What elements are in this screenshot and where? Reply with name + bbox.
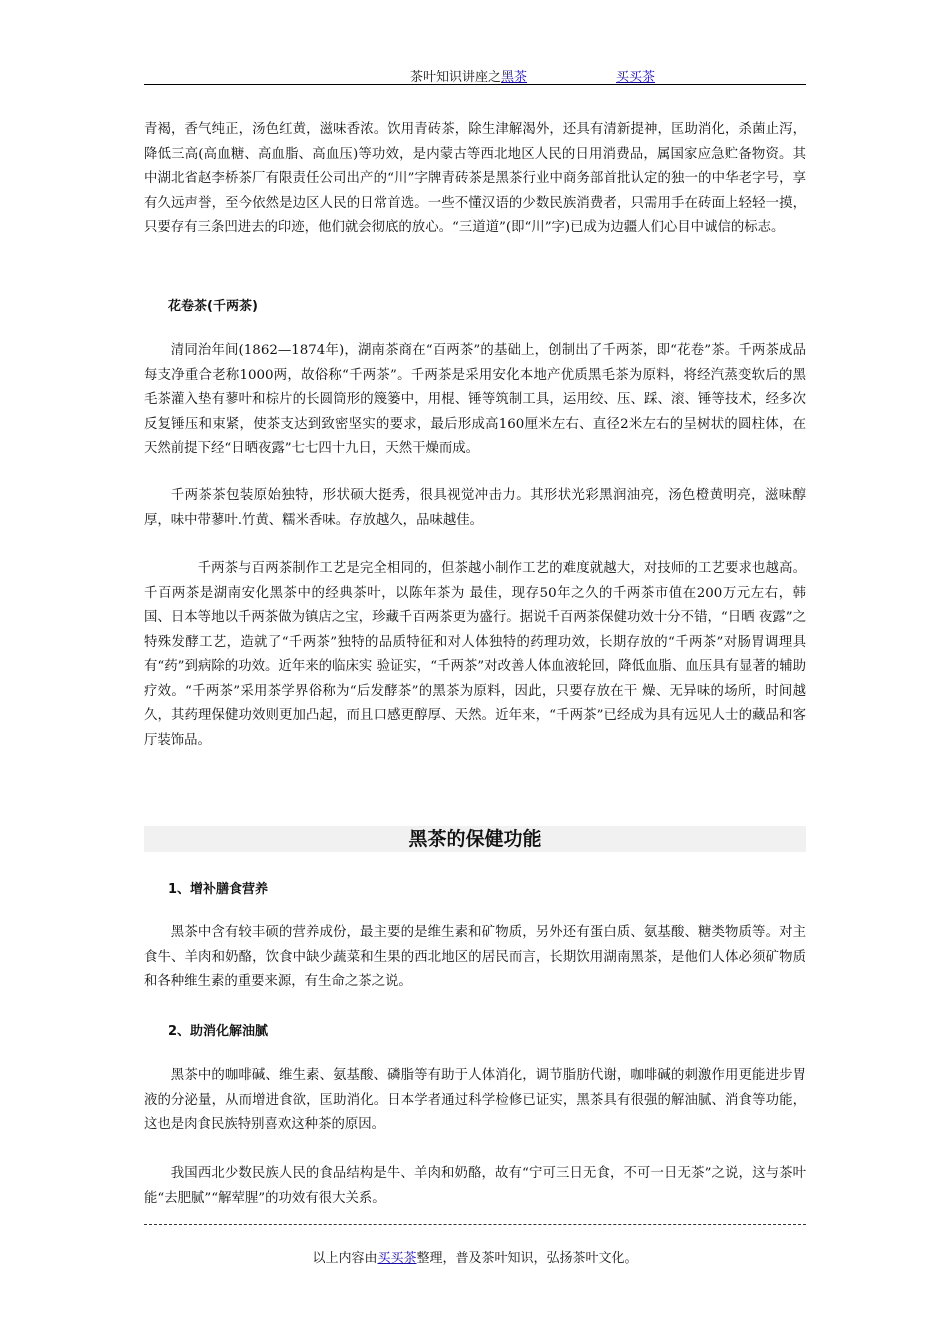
paragraph-nutrition: 黑茶中含有较丰硕的营养成份，最主要的是维生素和矿物质，另外还有蛋白质、氨基酸、糖类物质等。对主食牛、羊肉和奶酪，饮食中缺少蔬菜和生果的西北地区的居民而言，长期饮用湖南黑茶，是他们人体必须矿物质和各种维生素的重要来源，有生命之茶之说。 [144,925,806,989]
heading-nutrition: 1、增补膳食营养 [168,882,269,897]
paragraph-qianliang-appearance: 千两茶茶包装原始独特，形状硕大挺秀，很具视觉冲击力。其形状光彩黑润油亮，汤色橙黄明亮，滋味醇厚，味中带蓼叶.竹黄、糯米香味。存放越久，品味越佳。 [144,488,806,528]
paragraph-qingzhuan: 青褐，香气纯正，汤色红黄，滋味香浓。饮用青砖茶，除生津解渴外，还具有清新提神，匡助消化，杀菌止泻，降低三高(高血糖、高血脂、高血压)等功效，是内蒙古等西北地区人民的日用消费品，属国家应急贮备物资。其中湖北省赵李桥茶厂有限责任公司出产的“川”字牌青砖茶是黑茶行业中商务部首批认定的独一的中华老字号，享有久远声誉，至今依然是边区人民的日常首选。一些不懂汉语的少数民族消费者，只需用手在砖面上轻轻一摸，只要存有三条凹进去的印迹，他们就会彻底的放心。“三道道”(即“川”字)已成为边疆人们心目中诚信的标志。 [144,122,806,235]
paragraph-digestion: 黑茶中的咖啡碱、维生素、氨基酸、磷脂等有助于人体消化，调节脂肪代谢，咖啡碱的刺激作用更能进步胃液的分泌量，从而增进食欲，匡助消化。日本学者通过科学检修已证实，黑茶具有很强的解油腻、消食等功能，这也是肉食民族特别喜欢这种茶的原因。 [144,1068,806,1132]
paragraph-qianliang-craft: 千两茶与百两茶制作工艺是完全相同的，但茶越小制作工艺的难度就越大，对技师的工艺要求也越高。千百两茶是湖南安化黑茶中的经典茶叶，以陈年茶为 最佳，现存50年之久的千两茶市值在200万元左右，韩国、日本等地以千两茶做为镇店之宝，珍藏千百两茶更为盛行。据说千百两茶保健功效十分不错，“日晒 夜露”之特殊发酵工艺，造就了“千两茶”独特的品质特征和对人体独特的药理功效，长期存放的“千两茶”对肠胃调理具有“药”到病除的功效。近年来的临床实 验证实，“千两茶”对改善人体血液轮回，降低血脂、血压具有显著的辅助疗效。“千两茶”采用茶学界俗称为“后发酵茶”的黑茶为原料，因此，只要存放在干 燥、无异味的场所，时间越久，其药理保健功效则更加凸起，而且口感更醇厚、天然。近年来，“千两茶”已经成为具有远见人士的藏品和客厅装饰品。 [144,561,806,748]
footer-suffix: 整理，普及茶叶知识，弘扬茶叶文化。 [416,1251,638,1266]
paragraph-diet-structure: 我国西北少数民族人民的食品结构是牛、羊肉和奶酪，故有“宁可三日无食，不可一日无茶”之说，这与茶叶能“去肥腻”“解荤腥”的功效有很大关系。 [144,1166,806,1206]
header-title-prefix: 茶叶知识讲座之 [410,70,502,85]
footer-prefix: 以上内容由 [312,1251,378,1266]
footer-divider [144,1224,806,1225]
footer-site-link[interactable]: 买买茶 [377,1251,417,1266]
header-site-link[interactable]: 买买茶 [616,70,656,85]
section-title-bar [144,826,806,852]
heading-huajuan: 花卷茶(千两茶) [168,299,258,314]
section-title: 黑茶的保健功能 [408,828,542,850]
heading-digestion: 2、助消化解油腻 [168,1024,269,1039]
paragraph-qianliang-history: 清同治年间(1862—1874年)，湖南茶商在“百两茶”的基础上，创制出了千两茶，即“花卷”茶。千两茶成品每支净重合老称1000两，故俗称“千两茶”。千两茶是采用安化本地产优质黑毛茶为原料，将经汽蒸变软后的黑毛茶灌入垫有蓼叶和棕片的长圆筒形的篾篓中，用棍、锤等筑制工具，运用绞、压、踩、滚、锤等技术，经多次反复锤压和束紧，使茶支达到致密坚实的要求，最后形成高160厘米左右、直径2米左右的呈树状的圆柱体，在天然前提下经“日晒夜露”七七四十九日，天然干燥而成。 [144,343,806,456]
header-topic-link[interactable]: 黑茶 [501,70,528,85]
header-title [410,66,527,85]
page-footer [0,1247,950,1266]
page-header [144,64,806,85]
